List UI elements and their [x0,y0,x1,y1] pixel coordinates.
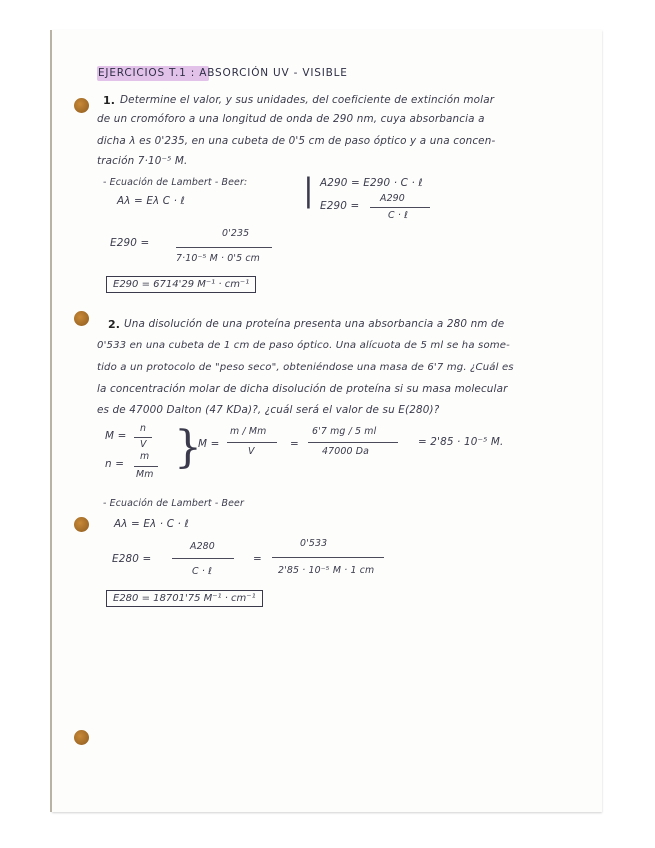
ex1-line-4: tración 7·10⁻⁵ M. [97,155,188,167]
ex1-equation-general: Aλ = Eλ C · ℓ [117,195,185,207]
ex2-M2-fraction-bar [227,442,277,443]
ex2-calc-num2: 0'533 [300,538,328,549]
ex2-M3-fraction-bar [308,442,398,443]
ex2-calc-den2: 2'85 · 10⁻⁵ M · 1 cm [278,565,375,576]
ex2-M-num: n [140,423,147,434]
ex2-calc-equals: = [253,553,262,565]
ex2-n-lhs: n = [105,458,125,470]
ex1-right-eq-2-num: A290 [380,193,405,204]
ex2-M2-den: V [248,446,255,457]
ex2-line-2: 0'533 en una cubeta de 1 cm de paso óptico. Una alícuota de 5 ml se ha some- [97,340,510,351]
ex2-calc-fraction-bar-2 [272,557,384,558]
ex2-line-3: tido a un protocolo de "peso seco", obteniéndose una masa de 6'7 mg. ¿Cuál es [97,362,514,373]
binder-hole-2 [74,311,89,326]
ex1-line-3: dicha λ es 0'235, en una cubeta de 0'5 cm de paso óptico y a una concen- [97,135,496,147]
ex2-M2-lhs: M = [198,438,220,450]
ex1-right-eq-1: A290 = E290 · C · ℓ [320,177,423,189]
ex2-calc-fraction-bar [172,558,234,559]
ex2-calc-den: C · ℓ [192,566,213,577]
ex1-line-1: Determine el valor, y sus unidades, del coeficiente de extinción molar [120,94,495,106]
ex2-equation-general: Aλ = Eλ · C · ℓ [114,518,189,530]
notebook-page [52,30,602,812]
binder-hole-3 [74,517,89,532]
ex2-M-result: = 2'85 · 10⁻⁵ M. [418,436,504,448]
binder-hole-1 [74,98,89,113]
ex1-result-box: E290 = 6714'29 M⁻¹ · cm⁻¹ [106,276,256,293]
ex1-right-fraction-bar [370,207,430,208]
ex2-calc-num: A280 [190,541,215,552]
ex2-equation-label: - Ecuación de Lambert - Beer [103,498,244,509]
ex2-number: 2. [108,318,121,331]
ex1-right-eq-2-lhs: E290 = [320,200,360,212]
page-title: EJERCICIOS T.1 : ABSORCIÓN UV - VISIBLE [98,67,348,79]
ex1-equation-label: - Ecuación de Lambert - Beer: [103,177,248,188]
ex2-M3-den: 47000 Da [322,446,369,457]
ex2-equals-sign: = [290,438,299,450]
ex2-calc-lhs: E280 = [112,553,152,565]
ex1-calc-fraction-bar [176,247,272,248]
ex2-M-lhs: M = [105,430,127,442]
ex1-calc-num: 0'235 [222,228,250,239]
ex2-n-fraction-bar [134,466,158,467]
ex2-line-4: la concentración molar de dicha disolución de proteína si su masa molecular [97,383,508,395]
ex1-brace: | [303,171,314,209]
ex2-M-den: V [140,439,147,450]
ex1-line-2: de un cromóforo a una longitud de onda de 290 nm, cuya absorbancia a [97,113,485,125]
ex1-right-eq-2-den: C · ℓ [388,210,409,221]
ex1-number: 1. [103,94,116,107]
ex2-M3-num: 6'7 mg / 5 ml [312,426,377,437]
ex2-line-1: Una disolución de una proteína presenta una absorbancia a 280 nm de [124,318,505,330]
ex1-calc-den: 7·10⁻⁵ M · 0'5 cm [176,253,260,264]
ex2-brace: } [174,422,202,473]
ex2-n-num: m [140,451,150,462]
ex2-M2-num: m / Mm [230,426,267,437]
ex2-result-box: E280 = 18701'75 M⁻¹ · cm⁻¹ [106,590,263,607]
ex2-M-fraction-bar [134,437,152,438]
ex2-line-5: es de 47000 Dalton (47 KDa)?, ¿cuál será el valor de su E(280)? [97,404,440,416]
binder-hole-4 [74,730,89,745]
ex1-calc-lhs: E290 = [110,237,150,249]
ex2-n-den: Mm [136,469,154,480]
